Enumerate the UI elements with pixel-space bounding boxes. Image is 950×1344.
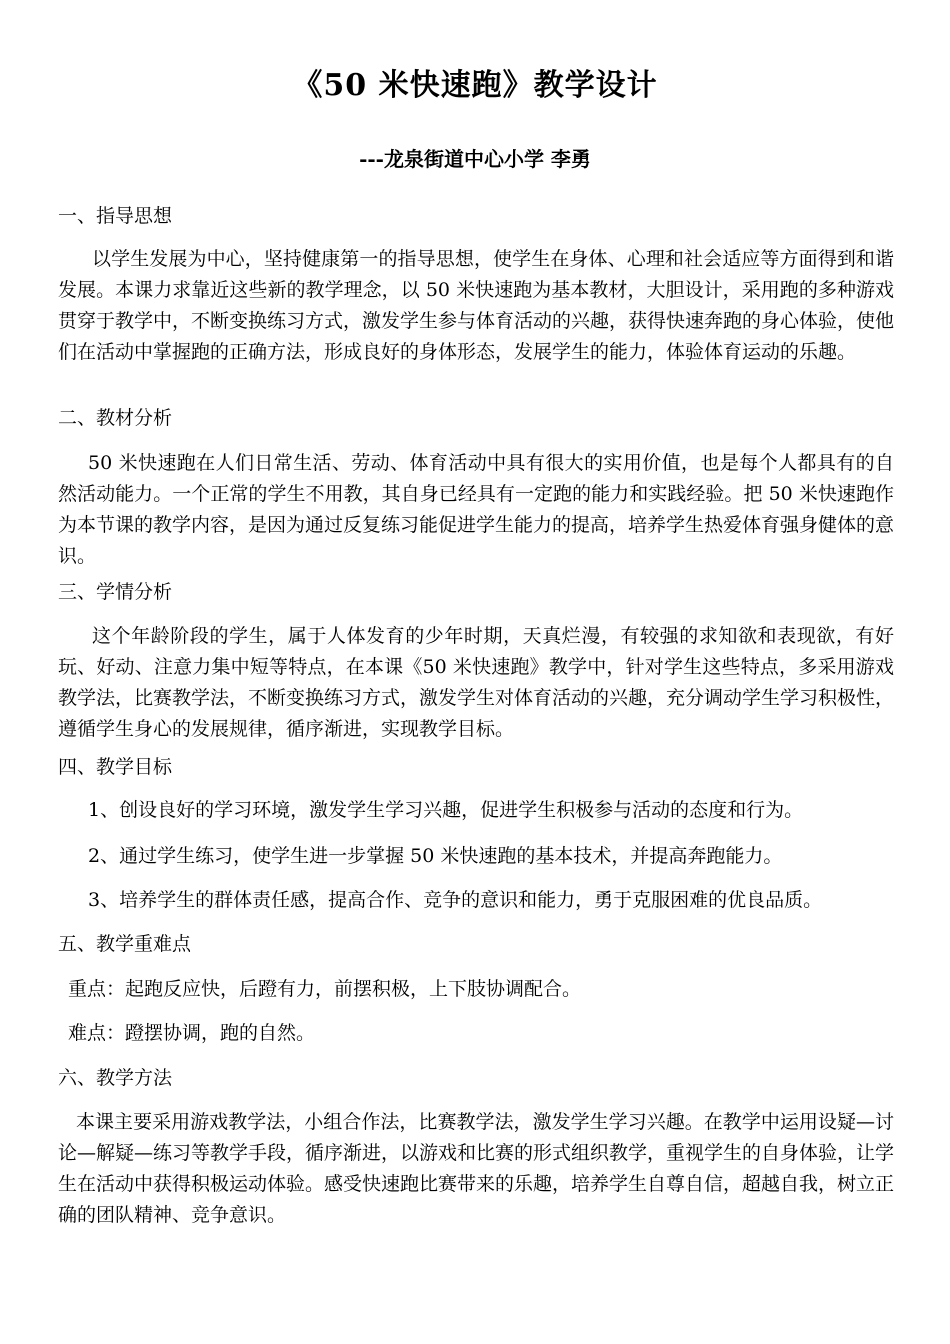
goal-item-2: 2、通过学生练习，使学生进一步掌握 50 米快速跑的基本技术，并提高奔跑能力。 [88,845,783,867]
section-heading-key-difficult-points: 五、教学重难点 [58,933,192,955]
document-title: 《50 米快速跑》教学设计 [292,68,658,103]
difficult-point-item: 难点：蹬摆协调，跑的自然。 [68,1022,316,1044]
section-heading-teaching-methods: 六、教学方法 [58,1067,173,1089]
section-body-material-analysis: 50 米快速跑在人们日常生活、劳动、体育活动中具有很大的实用价值，也是每个人都具有的自然活动能力。一个正常的学生不用教，其自身已经具有一定跑的能力和实践经验。把 50 米快速跑作为本节课的教学内容，是因为通过反复练习能促进学生能力的提高，培养学生热爱体育强身健体的意识。 [58,452,895,567]
goal-item-3: 3、培养学生的群体责任感，提高合作、竞争的意识和能力，勇于克服困难的优良品质。 [88,889,823,911]
section-body-guiding-idea: 以学生发展为中心，坚持健康第一的指导思想，使学生在身体、心理和社会适应等方面得到和谐发展。本课力求靠近这些新的教学理念，以 50 米快速跑为基本教材，大胆设计，采用跑的多种游戏贯穿于教学中，不断变换练习方式，激发学生参与体育活动的兴趣，获得快速奔跑的身心体验，使他们在活动中掌握跑的正确方法，形成良好的身体形态，发展学生的能力，体验体育运动的乐趣。 [58,248,895,363]
goal-item-1: 1、创设良好的学习环境，激发学生学习兴趣，促进学生积极参与活动的态度和行为。 [88,799,804,821]
section-heading-student-analysis: 三、学情分析 [58,581,173,603]
section-body-teaching-methods: 本课主要采用游戏教学法，小组合作法，比赛教学法，激发学生学习兴趣。在教学中运用设疑—讨论—解疑—练习等教学手段，循序渐进，以游戏和比赛的形式组织教学，重视学生的自身体验，让学生在活动中获得积极运动体验。感受快速跑比赛带来的乐趣，培养学生自尊自信，超越自我，树立正确的团队精神、竞争意识。 [58,1111,895,1226]
document-subtitle: ---龙泉街道中心小学 李勇 [359,147,591,171]
section-heading-guiding-idea: 一、指导思想 [58,205,173,227]
section-body-student-analysis: 这个年龄阶段的学生，属于人体发育的少年时期，天真烂漫，有较强的求知欲和表现欲，有好玩、好动、注意力集中短等特点，在本课《50 米快速跑》教学中，针对学生这些特点，多采用游戏教学法，比赛教学法，不断变换练习方式，激发学生对体育活动的兴趣，充分调动学生学习积极性，遵循学生身心的发展规律，循序渐进，实现教学目标。 [58,625,895,740]
section-heading-material-analysis: 二、教材分析 [58,407,173,429]
section-heading-teaching-goals: 四、教学目标 [58,756,173,778]
key-point-item: 重点：起跑反应快，后蹬有力，前摆积极，上下肢协调配合。 [68,978,582,1000]
